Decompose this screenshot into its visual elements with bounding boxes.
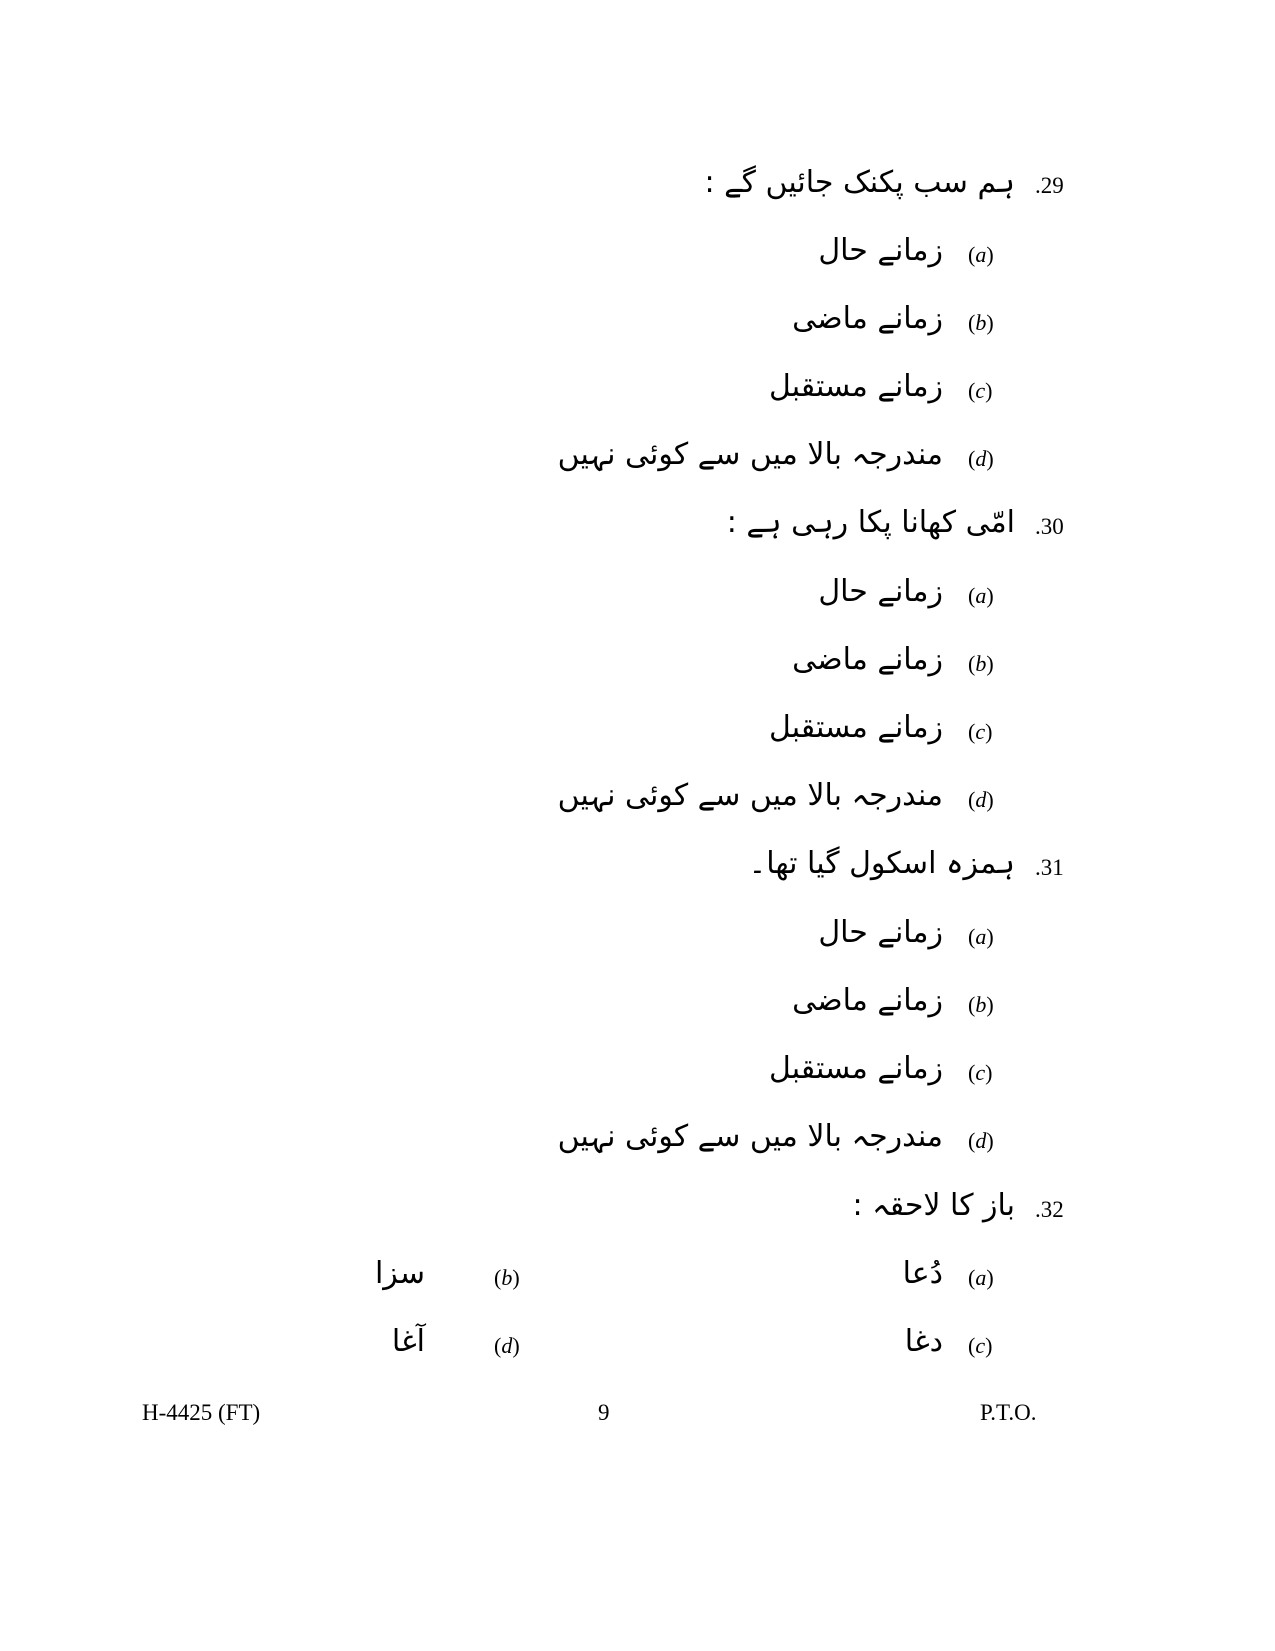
q29-option-b-label: (b)	[968, 310, 994, 335]
q32-option-b-text: سزا	[374, 1256, 425, 1291]
q32-option-b-label: (b)	[494, 1265, 520, 1290]
q30-option-b-label: (b)	[968, 651, 994, 676]
q32-option-a-text: دُعا	[902, 1256, 943, 1291]
question-31-text: ہمزہ اسکول گیا تھا۔	[748, 846, 1015, 881]
question-29-text: ہم سب پکنک جائیں گے :	[704, 165, 1015, 200]
q30-option-a-text: زمانے حال	[818, 574, 943, 609]
question-30-number: .30	[1035, 514, 1064, 539]
q30-option-d-text: مندرجہ بالا میں سے کوئی نہیں	[557, 778, 943, 813]
q29-option-b-text: زمانے ماضی	[792, 301, 943, 336]
q31-option-b-text: زمانے ماضی	[792, 983, 943, 1018]
q29-option-a-text: زمانے حال	[818, 233, 943, 268]
q30-option-a-label: (a)	[968, 583, 994, 608]
footer-paper-code: H-4425 (FT)	[142, 1400, 261, 1425]
question-30-text: امّی کھانا پکا رہی ہے :	[726, 505, 1015, 540]
footer-page-number: 9	[598, 1400, 610, 1425]
question-32-text: باز کا لاحقہ :	[852, 1188, 1015, 1223]
q31-option-a-text: زمانے حال	[818, 915, 943, 950]
q30-option-c-text: زمانے مستقبل	[769, 710, 943, 745]
q31-option-d-label: (d)	[968, 1128, 994, 1153]
q31-option-c-label: (c)	[968, 1060, 993, 1085]
q31-option-d-text: مندرجہ بالا میں سے کوئی نہیں	[557, 1119, 943, 1154]
question-32-number: .32	[1035, 1197, 1064, 1222]
q31-option-c-text: زمانے مستقبل	[769, 1051, 943, 1086]
q32-option-a-label: (a)	[968, 1265, 994, 1290]
q32-option-c-label: (c)	[968, 1333, 993, 1358]
question-29-number: .29	[1035, 173, 1064, 198]
q31-option-a-label: (a)	[968, 924, 994, 949]
q29-option-c-label: (c)	[968, 378, 993, 403]
q29-option-a-label: (a)	[968, 242, 994, 267]
q32-option-c-text: دغا	[904, 1324, 943, 1359]
q30-option-d-label: (d)	[968, 787, 994, 812]
footer-pto: P.T.O.	[980, 1400, 1037, 1425]
q29-option-c-text: زمانے مستقبل	[769, 369, 943, 404]
q30-option-c-label: (c)	[968, 719, 993, 744]
question-31-number: .31	[1035, 855, 1064, 880]
q29-option-d-text: مندرجہ بالا میں سے کوئی نہیں	[557, 437, 943, 472]
q29-option-d-label: (d)	[968, 446, 994, 471]
q31-option-b-label: (b)	[968, 992, 994, 1017]
q32-option-d-text: آغا	[391, 1324, 425, 1359]
q32-option-d-label: (d)	[494, 1333, 520, 1358]
q30-option-b-text: زمانے ماضی	[792, 642, 943, 677]
